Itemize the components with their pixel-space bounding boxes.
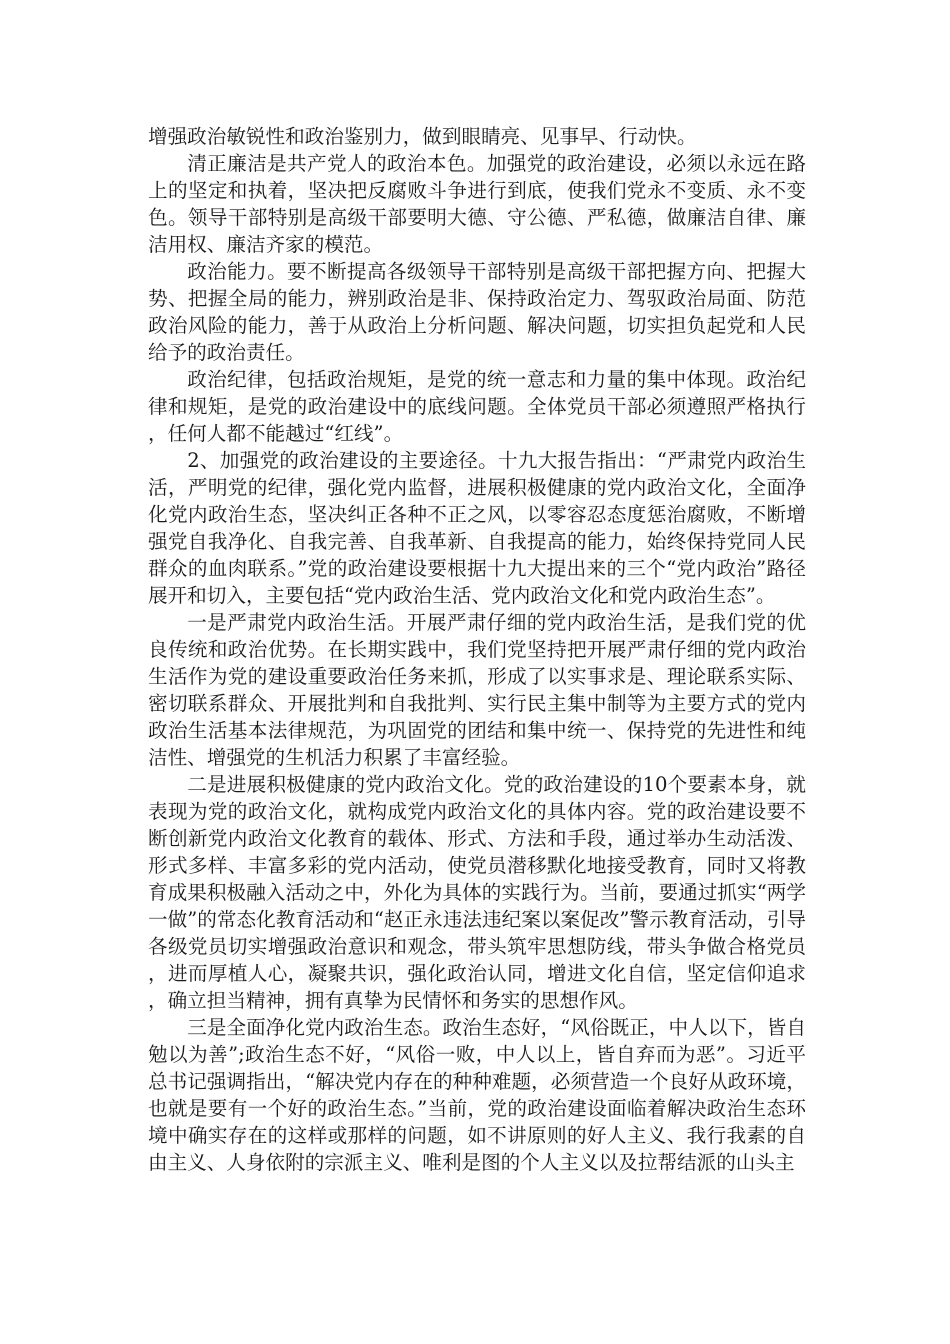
paragraph-1: 增强政治敏锐性和政治鉴别力，做到眼睛亮、见事早、行动快。 [148, 125, 697, 148]
paragraph-6: 一是严肃党内政治生活。开展严肃仔细的党内政治生活，是我们党的优良传统和政治优势。在长期实践中，我们党坚持把开展严肃仔细的党内政治生活作为党的建设重要政治任务来抓，形成了以实事求是、理论联系实际、密切联系群众、开展批判和自我批判、实行民主集中制等为主要方式的党内政治生活基本法律规范，为巩固党的团结和集中统一、保持党的先进性和纯洁性、增强党的生机活力积累了丰富经验。 [148, 611, 806, 769]
paragraph-2: 清正廉洁是共产党人的政治本色。加强党的政治建设，必须以永远在路上的坚定和执着，坚决把反腐败斗争进行到底，使我们党永不变质、永不变色。领导干部特别是高级干部要明大德、守公德、严私德，做廉洁自律、廉洁用权、廉洁齐家的模范。 [148, 152, 806, 256]
paragraph-8: 三是全面净化党内政治生态。政治生态好，“风俗既正，中人以下，皆自勉以为善”;政治生态不好，“风俗一败，中人以上，皆自弃而为恶”。习近平总书记强调指出，“解决党内存在的种种难题，必须营造一个良好从政环境，也就是要有一个好的政治生态。”当前，党的政治建设面临着解决政治生态环境中确实存在的这样或那样的问题，如不讲原则的好人主义、我行我素的自由主义、人身依附的宗派主义、唯利是图的个人主义以及拉帮结派的山头主 [148, 1016, 806, 1174]
document-body [148, 123, 806, 1176]
paragraph-7: 二是进展积极健康的党内政治文化。党的政治建设的10个要素本身，就表现为党的政治文化，就构成党内政治文化的具体内容。党的政治建设要不断创新党内政治文化教育的载体、形式、方法和手段，通过举办生动活泼、形式多样、丰富多彩的党内活动，使党员潜移默化地接受教育，同时又将教育成果积极融入活动之中，外化为具体的实践行为。当前，要通过抓实“两学一做”的常态化教育活动和“赵正永违法违纪案以案促改”警示教育活动，引导各级党员切实增强政治意识和观念，带头筑牢思想防线，带头争做合格党员，进而厚植人心，凝聚共识，强化政治认同，增进文化自信，坚定信仰追求，确立担当精神，拥有真挚为民情怀和务实的思想作风。 [148, 773, 806, 1012]
paragraph-3: 政治能力。要不断提高各级领导干部特别是高级干部把握方向、把握大势、把握全局的能力，辨别政治是非、保持政治定力、驾驭政治局面、防范政治风险的能力，善于从政治上分析问题、解决问题，切实担负起党和人民给予的政治责任。 [148, 260, 806, 364]
paragraph-4: 政治纪律，包括政治规矩，是党的统一意志和力量的集中体现。政治纪律和规矩，是党的政治建设中的底线问题。全体党员干部必须遵照严格执行，任何人都不能越过“红线”。 [148, 368, 806, 445]
paragraph-5: 2、加强党的政治建设的主要途径。十九大报告指出：“严肃党内政治生活，严明党的纪律，强化党内监督，进展积极健康的党内政治文化，全面净化党内政治生态，坚决纠正各种不正之风，以零容忍态度惩治腐败，不断增强党自我净化、自我完善、自我革新、自我提高的能力，始终保持党同人民群众的血肉联系。”党的政治建设要根据十九大提出来的三个“党内政治”路径展开和切入，主要包括“党内政治生活、党内政治文化和党内政治生态”。 [148, 449, 806, 607]
